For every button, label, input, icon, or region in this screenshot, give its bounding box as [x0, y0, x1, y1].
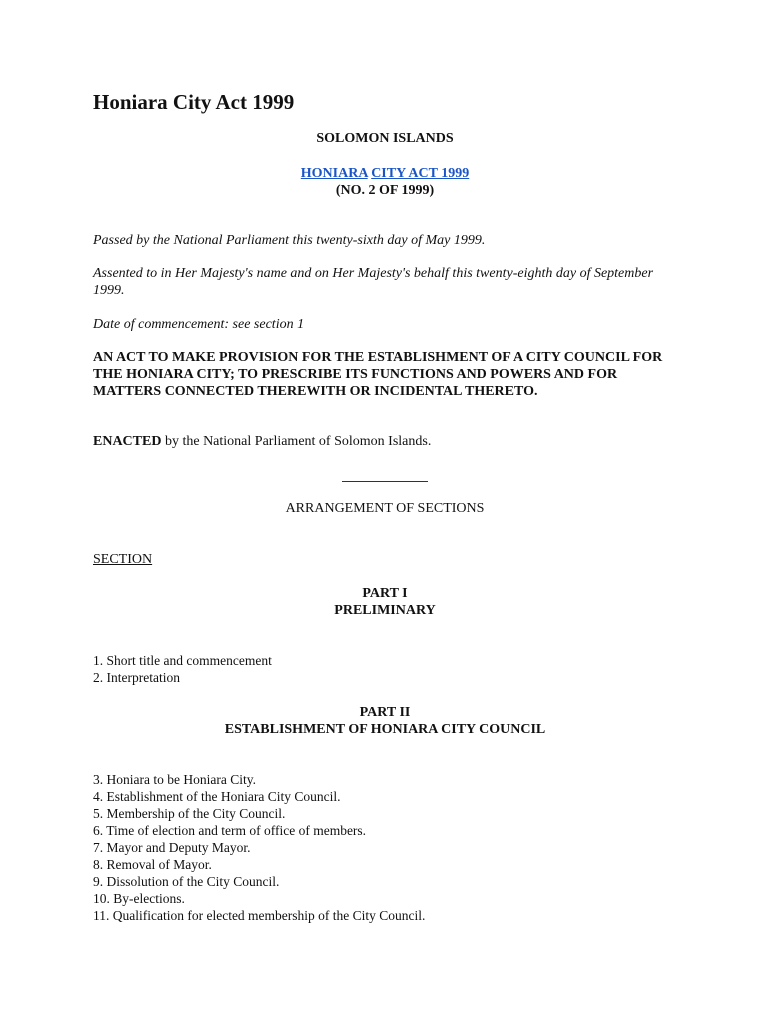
act-title-link-honiara[interactable]: HONIARA — [300, 166, 368, 181]
section-label: SECTION — [93, 552, 153, 567]
part-2-section-list — [93, 771, 425, 924]
enacted-rest: by the National Parliament of Solomon Islands. — [161, 434, 432, 449]
part-title: PRELIMINARY — [334, 603, 436, 618]
part-label: PART II — [359, 705, 411, 720]
part-label: PART I — [362, 586, 408, 601]
commencement-statement: Date of commencement: see section 1 — [93, 317, 305, 332]
toc-item: 4. Establishment of the Honiara City Council. — [93, 789, 341, 804]
assent-statement: Assented to in Her Majesty's name and on Her Majesty's behalf this twenty-eighth day of September 1999. — [93, 266, 654, 298]
document-title: Honiara City Act 1999 — [93, 90, 295, 114]
toc-item: 9. Dissolution of the City Council. — [93, 874, 280, 889]
enacting-formula — [93, 433, 673, 450]
toc-item: 7. Mayor and Deputy Mayor. — [93, 840, 251, 855]
toc-item: 3. Honiara to be Honiara City. — [93, 772, 256, 787]
toc-item: 8. Removal of Mayor. — [93, 857, 212, 872]
long-title: AN ACT TO MAKE PROVISION FOR THE ESTABLISHMENT OF A CITY COUNCIL FOR THE HONIARA CITY; TO PRESCRIBE ITS FUNCTIONS AND POWERS AND FOR MATTERS CONNECTED THEREWITH OR INCIDENTAL THERETO. — [93, 350, 663, 399]
toc-item: 1. Short title and commencement — [93, 653, 272, 668]
part-title: ESTABLISHMENT OF HONIARA CITY COUNCIL — [224, 722, 546, 737]
toc-item: 10. By-elections. — [93, 891, 185, 906]
act-number: (NO. 2 OF 1999) — [335, 183, 435, 198]
divider-line — [342, 481, 428, 482]
passed-statement: Passed by the National Parliament this twenty-sixth day of May 1999. — [93, 233, 486, 248]
toc-item: 2. Interpretation — [93, 670, 180, 685]
toc-item: 5. Membership of the City Council. — [93, 806, 286, 821]
act-title-link-city-act[interactable]: CITY ACT 1999 — [371, 166, 470, 181]
part-1-section-list — [93, 652, 272, 686]
act-title-links — [0, 165, 770, 182]
arrangement-heading: ARRANGEMENT OF SECTIONS — [285, 501, 485, 516]
country-heading: SOLOMON ISLANDS — [316, 131, 454, 146]
enacted-lead: ENACTED — [93, 434, 162, 449]
toc-item: 11. Qualification for elected membership of the City Council. — [93, 908, 426, 923]
toc-item: 6. Time of election and term of office of members. — [93, 823, 367, 838]
